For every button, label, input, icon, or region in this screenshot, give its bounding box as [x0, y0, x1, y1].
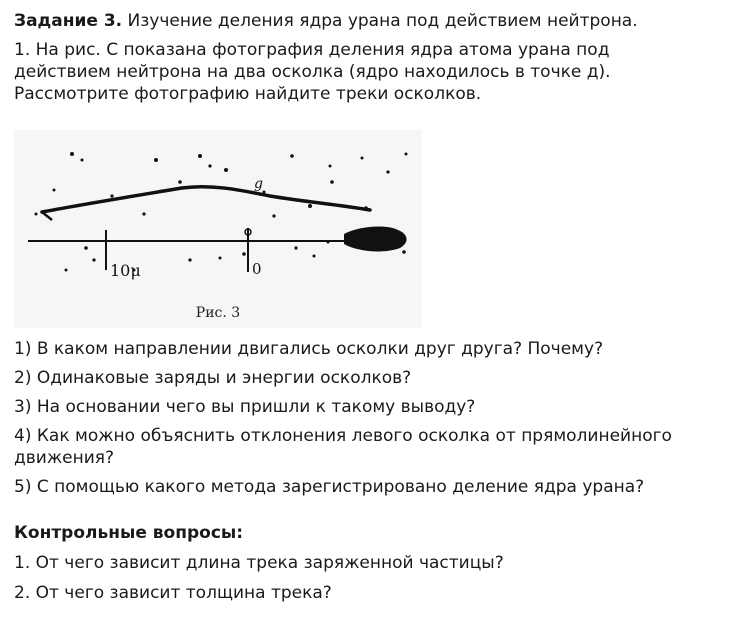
track-photo	[14, 130, 422, 328]
question-item: 2) Одинаковые заряды и энергии осколков?	[14, 368, 412, 388]
scale-label: 10μ	[110, 261, 141, 280]
control-title: Контрольные вопросы:	[14, 523, 244, 543]
task-title	[14, 10, 726, 32]
question-item: 5) С помощью какого метода зарегистрировано деление ядра урана?	[14, 477, 645, 497]
question-item: 1) В каком направлении двигались осколки друг друга? Почему?	[14, 339, 604, 359]
zero-label: 0	[252, 260, 262, 278]
intro-line: Рассмотрите фотографию найдите треки осколков.	[14, 84, 482, 104]
task-title-number: Задание 3.	[14, 11, 123, 31]
task-intro	[14, 39, 726, 105]
task-title-text: Изучение деления ядра урана под действием нейтрона.	[122, 11, 638, 31]
control-item: 2. От чего зависит толщина трека?	[14, 583, 332, 603]
question-list	[14, 338, 726, 505]
question-item: 4) Как можно объяснить отклонения левого осколка от прямолинейного	[14, 426, 672, 446]
figure-caption: Рис. 3	[195, 305, 241, 321]
track-tail	[42, 212, 52, 220]
g-label: g	[254, 176, 263, 192]
question-item: 3) На основании чего вы пришли к такому выводу?	[14, 397, 476, 417]
background-dots	[35, 152, 408, 272]
document	[14, 10, 726, 105]
fission-track-figure	[14, 130, 422, 328]
control-questions	[14, 522, 726, 612]
intro-line: 1. На рис. С показана фотография деления ядра атома урана под	[14, 40, 610, 60]
intro-line: действием нейтрона на два осколка (ядро находилось в точке д).	[14, 62, 611, 82]
control-item: 1. От чего зависит длина трека заряженной частицы?	[14, 553, 504, 573]
fragment-blob	[344, 227, 407, 252]
question-item-continued: движения?	[14, 448, 115, 468]
fragment-track-upper	[42, 187, 370, 212]
